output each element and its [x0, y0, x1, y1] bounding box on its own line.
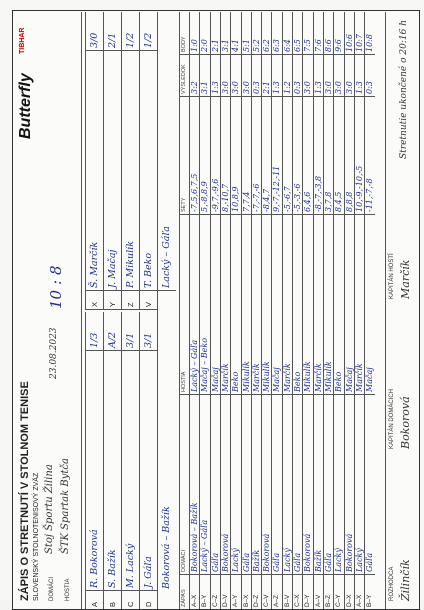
match-result: 3:0	[221, 55, 231, 97]
match-code: C–Y	[335, 594, 343, 607]
player-rank: Z	[126, 302, 135, 307]
match-away: Beko	[293, 215, 303, 395]
match-sets: 3,7,8	[324, 97, 334, 215]
table-row	[199, 12, 209, 609]
match-points: 5:1	[242, 12, 252, 55]
table-row	[282, 12, 292, 609]
player-name: M. Lacký	[122, 351, 140, 591]
match-code: D–X	[345, 594, 353, 607]
match-home: Lacký – Gáľa	[200, 395, 210, 575]
match-away: Mačaj	[365, 215, 375, 395]
match-sets: -8,4,7	[262, 97, 272, 215]
player-vp: 3/0	[86, 12, 104, 51]
end-note: Stretnutie ukončené o 20:16 h	[399, 20, 409, 159]
match-away: Beko	[231, 215, 241, 395]
player-row	[139, 12, 157, 309]
match-points: 4:1	[231, 12, 241, 55]
match-report-sheet	[12, 10, 420, 610]
match-result: 3:0	[324, 55, 334, 97]
match-sets: 9,-7,-12,-11	[272, 97, 282, 215]
table-row	[313, 12, 323, 609]
table-row	[261, 12, 271, 609]
match-home: Bokorová	[345, 395, 355, 575]
match-home: Lacký	[334, 395, 344, 575]
match-sets: 8,4,5	[334, 97, 344, 215]
match-sets: 6,4,6	[303, 97, 313, 215]
match-points: 2:1	[211, 12, 221, 55]
match-sets: -11,-7,-8	[365, 97, 375, 215]
captain-home-label: KAPITÁN DOMÁCICH	[389, 388, 395, 449]
match-away: Marčík	[283, 215, 293, 395]
match-away: Marčík	[252, 215, 262, 395]
player-name: T. Beko	[140, 51, 158, 291]
player-vp: 1/2	[140, 12, 158, 51]
match-away: Marčík	[221, 215, 231, 395]
away-team-label: HOSTIA	[65, 578, 71, 601]
match-away: Marčík	[355, 215, 365, 395]
match-code: A–Y	[232, 594, 240, 607]
match-code: C–V	[263, 594, 271, 607]
match-away: Mikulík	[303, 215, 313, 395]
match-sets: 5,-8,8,9	[200, 97, 210, 215]
match-result: 3:0	[334, 55, 344, 97]
player-row	[121, 12, 139, 309]
player-vp: 1/3	[86, 312, 104, 351]
home-team-label: DOMÁCI	[49, 577, 55, 601]
match-code: D–V	[221, 594, 229, 607]
match-sets: 10,8,9	[231, 97, 241, 215]
match-points: 6:5	[293, 12, 303, 55]
match-code: A–X	[191, 594, 198, 607]
header-match-code: ZÁPAS	[181, 589, 187, 607]
match-points: 3:1	[221, 12, 231, 55]
match-home: Bokorová	[303, 395, 313, 575]
match-result: 1:2	[283, 55, 293, 97]
match-points: 10:7	[355, 12, 365, 55]
match-sets: -9,7,-9,6	[211, 97, 221, 215]
score-away: 8	[47, 265, 65, 275]
match-result: 3:2	[190, 55, 200, 97]
match-away: Mačaj – Beko	[200, 215, 210, 395]
match-points: 1:0	[190, 12, 200, 55]
match-code: B–Y	[201, 594, 209, 607]
table-row	[271, 12, 281, 609]
match-sets: 8,-10,7	[221, 97, 231, 215]
match-points: 10:6	[345, 12, 355, 55]
match-home: Lacký	[231, 395, 241, 575]
match-points: 7:6	[314, 12, 324, 55]
match-sets: -7,-7,-6	[252, 97, 262, 215]
table-row	[354, 12, 364, 609]
table-row	[292, 12, 302, 609]
tibhar-logo: TIBHAR	[19, 27, 26, 54]
match-home: Gáľa	[293, 395, 303, 575]
match-points: 8:6	[324, 12, 334, 55]
table-row	[189, 12, 199, 609]
match-home: Gáľa	[272, 395, 282, 575]
match-code: B–Z	[324, 595, 332, 607]
match-points: 10:8	[365, 12, 375, 55]
player-row	[121, 312, 139, 609]
match-code: C–Z	[211, 594, 219, 607]
player-rank: Y	[108, 301, 117, 307]
away-team-name: ŠTK Spartak Bytča	[60, 458, 71, 554]
match-sets: 8,8,8	[345, 97, 355, 215]
table-row	[364, 12, 374, 609]
referee-label: ROZHODCA	[389, 566, 395, 601]
match-code: B–Y	[366, 594, 374, 607]
player-rank: B	[108, 601, 117, 607]
player-vp: 2/1	[104, 12, 122, 51]
match-result: 1:3	[355, 55, 365, 97]
match-code: A–Z	[273, 595, 281, 607]
table-row	[251, 12, 261, 609]
player-name: J. Gáľa	[140, 351, 158, 591]
players-divider	[85, 309, 157, 310]
match-sets: -5,-6,7	[283, 97, 293, 215]
match-result: 3:0	[303, 55, 313, 97]
match-sets: -5,-3,-6	[293, 97, 303, 215]
match-result: 1:3	[211, 55, 221, 97]
form-subtitle: SLOVENSKÝ STOLNOTENISOVÝ ZVÄZ	[33, 472, 40, 601]
match-away: Beko	[334, 215, 344, 395]
match-result: 3:0	[345, 55, 355, 97]
player-vp: A/2	[104, 312, 122, 351]
butterfly-logo: Butterfly	[17, 73, 34, 139]
doubles-away: Lacký – Gáľa	[158, 12, 176, 291]
player-vp: 3/1	[140, 312, 158, 351]
match-home: Lacký	[355, 395, 365, 575]
match-points: 6:4	[283, 12, 293, 55]
player-row	[103, 312, 121, 609]
match-home: Gáľa	[211, 395, 221, 575]
header-match-result: VÝSLEDOK	[180, 55, 190, 97]
table-row	[344, 12, 354, 609]
match-code: A–X	[355, 594, 363, 607]
captain-away-signature: Marčík	[399, 259, 412, 299]
match-home: Bokorová – Bažík	[190, 395, 200, 575]
match-code: A–V	[314, 594, 322, 607]
match-away: Mačaj	[272, 215, 282, 395]
table-row	[210, 12, 220, 609]
player-name: R. Bokorová	[86, 351, 104, 591]
match-points: 9:6	[334, 12, 344, 55]
table-row	[220, 12, 230, 609]
table-row	[323, 12, 333, 609]
match-points: 6:3	[272, 12, 282, 55]
match-points: 7:5	[303, 12, 313, 55]
match-result: 2:1	[262, 55, 272, 97]
home-team-name: Stoj Športu Žilina	[44, 464, 55, 554]
match-sets: 10,-9,-10,-5	[355, 97, 365, 215]
player-name: P. Mikulík	[122, 51, 140, 291]
match-home: Lacký	[283, 395, 293, 575]
table-row	[241, 12, 251, 609]
score-separator: :	[47, 279, 65, 285]
match-away: Lacký – Gáľa	[190, 215, 200, 395]
player-rank: D	[144, 601, 153, 607]
match-home: Gáľa	[242, 395, 252, 575]
player-name: J. Mačaj	[104, 51, 122, 291]
form-title: ZÁPIS O STRETNUTÍ V STOLNOM TENISE	[19, 381, 31, 601]
table-row	[333, 12, 343, 609]
match-away: Mačaj	[345, 215, 355, 395]
doubles-row	[157, 12, 175, 609]
match-sets: -7,5,6,7,5	[190, 97, 200, 215]
player-rank: X	[90, 301, 99, 307]
match-away: Mikulík	[242, 215, 252, 395]
header-match-points: BODY	[180, 12, 190, 55]
player-rank: A	[90, 601, 99, 607]
player-vp: 1/2	[122, 12, 140, 51]
player-row	[103, 12, 121, 309]
match-home: Bažík	[252, 395, 262, 575]
match-code: D–Z	[252, 594, 260, 607]
match-sets: -8,-7,-3,8	[314, 97, 324, 215]
captain-home-signature: Bokorová	[399, 396, 412, 449]
match-code: B–X	[242, 594, 250, 607]
match-home: Bažík	[314, 395, 324, 575]
match-result: 0:3	[293, 55, 303, 97]
match-away: Marčík	[314, 215, 324, 395]
captain-away-label: KAPITÁN HOSTÍ	[389, 253, 395, 299]
player-row	[85, 12, 103, 309]
header-match-away: HOSTIA	[180, 215, 190, 395]
match-result: 3:0	[242, 55, 252, 97]
player-rank: V	[144, 301, 153, 307]
referee-signature: Žilinčík	[399, 559, 412, 601]
table-row	[230, 12, 240, 609]
match-code: B–V	[283, 594, 291, 607]
match-away: Mikulík	[262, 215, 272, 395]
match-away: Mačaj	[211, 215, 221, 395]
player-row	[85, 312, 103, 609]
match-points: 5:2	[252, 12, 262, 55]
match-sets: 7,7,4	[242, 97, 252, 215]
match-home: Gáľa	[324, 395, 334, 575]
match-result: 3:1	[200, 55, 210, 97]
match-result: 3:0	[231, 55, 241, 97]
header-match-home: DOMÁCI	[180, 395, 190, 575]
match-points: 2:0	[200, 12, 210, 55]
match-away: Mikulík	[324, 215, 334, 395]
match-home: Bokorová	[262, 395, 272, 575]
player-name: Š. Marčík	[86, 51, 104, 291]
match-result: 0:3	[252, 55, 262, 97]
table-row	[302, 12, 312, 609]
match-code: D–Y	[304, 594, 312, 607]
match-date: 23.08.2023	[49, 327, 59, 379]
match-code: C–X	[294, 594, 301, 607]
table-header	[179, 12, 189, 609]
player-vp: 3/1	[122, 312, 140, 351]
score-home: 10	[47, 289, 65, 309]
match-points: 6:2	[262, 12, 272, 55]
match-result: 1:3	[314, 55, 324, 97]
match-result: 0:3	[365, 55, 375, 97]
match-home: Gáľa	[365, 395, 375, 575]
doubles-home: Bokorová – Bažík	[161, 506, 172, 589]
match-home: Bokorová	[221, 395, 231, 575]
player-name: S. Bažík	[104, 351, 122, 591]
player-row	[139, 312, 157, 609]
match-result: 1:3	[272, 55, 282, 97]
player-rank: C	[126, 601, 135, 607]
header-match-sets: SETY	[180, 97, 190, 215]
